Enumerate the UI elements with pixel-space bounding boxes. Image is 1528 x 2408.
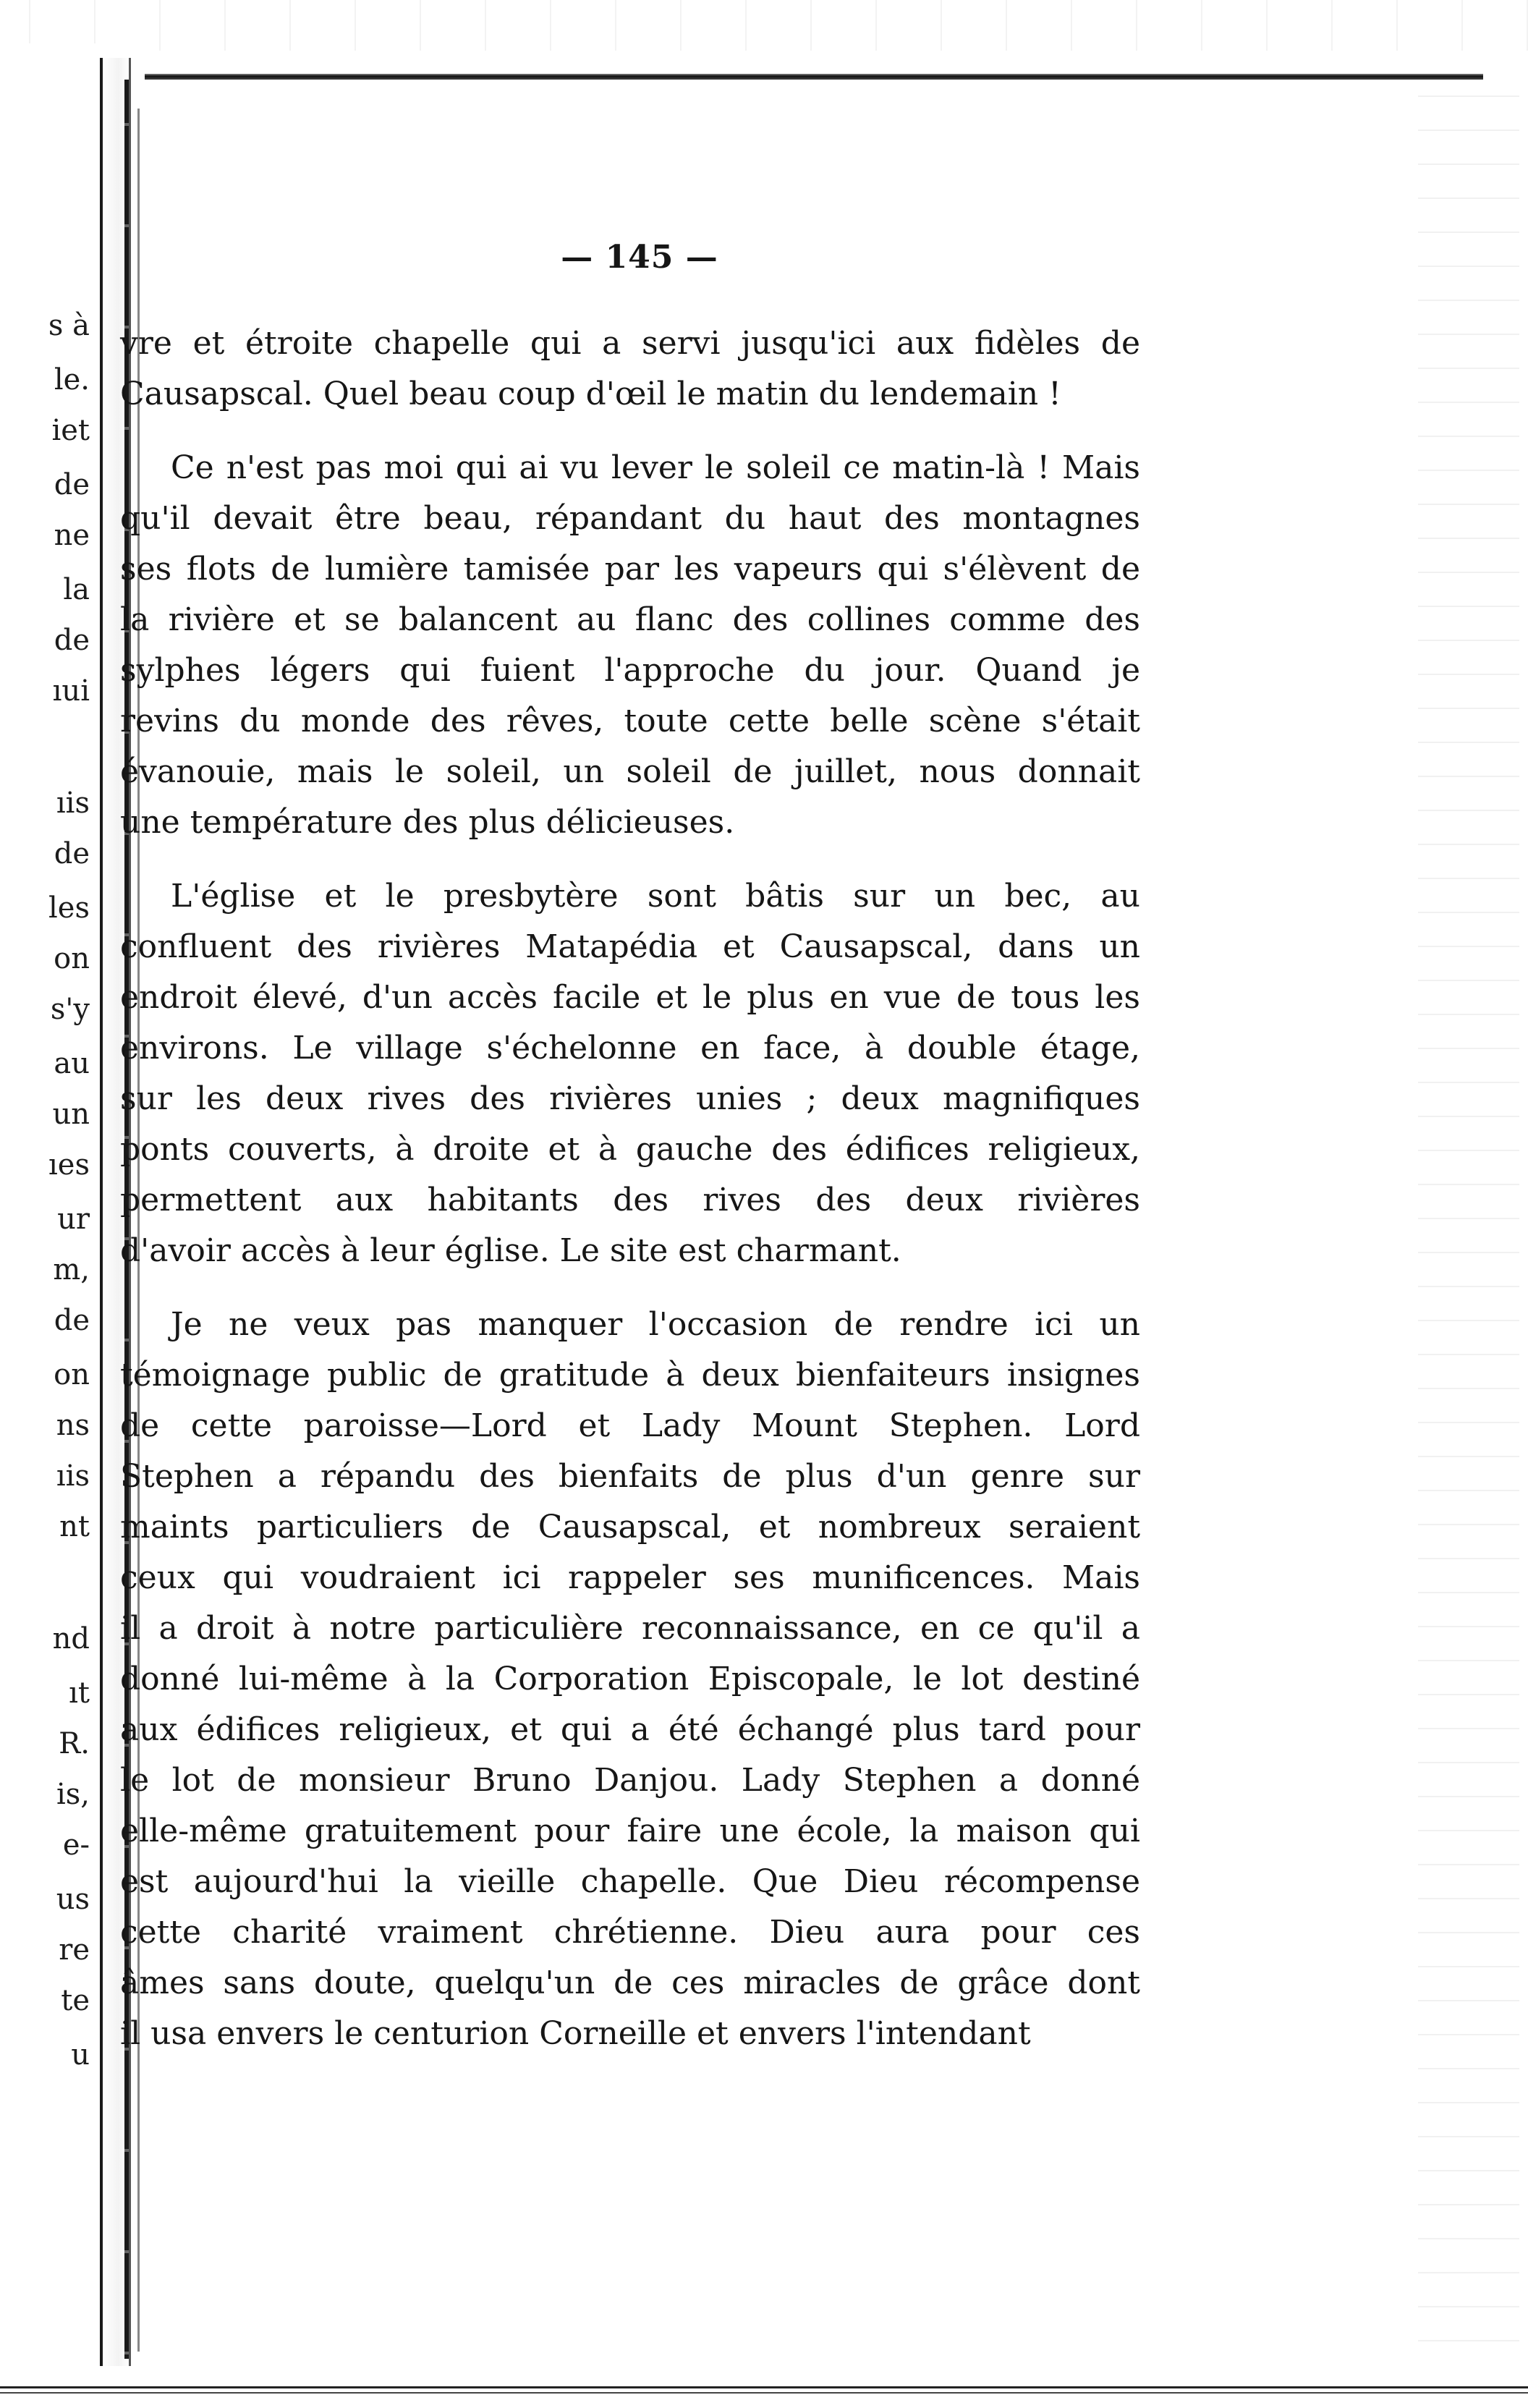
- text-line: qu'il devait être beau, répandant du haut des montagnes: [120, 500, 1140, 537]
- text-line: ceux qui voudraient ici rappeler ses munificences. Mais: [120, 1559, 1140, 1596]
- page-top-rule: [145, 74, 1483, 80]
- previous-page-fragment: nd: [52, 1622, 90, 1656]
- text-line: de cette paroisse—Lord et Lady Mount Stephen. Lord: [120, 1407, 1140, 1444]
- previous-page-fragment: un: [52, 1098, 90, 1131]
- previous-page-fragment: ıis: [56, 787, 90, 820]
- previous-page-fragment: te: [61, 1984, 90, 2017]
- previous-page-fragment: is,: [56, 1778, 90, 1811]
- text-line: ses flots de lumière tamisée par les vapeurs qui s'élèvent de: [120, 551, 1140, 588]
- text-line: Ce n'est pas moi qui ai vu lever le soleil ce matin-là ! Mais: [171, 449, 1140, 486]
- text-line: Je ne veux pas manquer l'occasion de rendre ici un: [171, 1306, 1140, 1343]
- paragraph-gap: [120, 1276, 1140, 1300]
- text-line: vre et étroite chapelle qui a servi jusqu'ici aux fidèles de: [120, 325, 1140, 362]
- text-line: il a droit à notre particulière reconnaissance, en ce qu'il a: [120, 1610, 1140, 1647]
- text-line: confluent des rivières Matapédia et Causapscal, dans un: [120, 928, 1140, 965]
- previous-page-fragment: m,: [53, 1253, 90, 1286]
- text-line: évanouie, mais le soleil, un soleil de juillet, nous donnait: [120, 753, 1140, 790]
- text-line: ponts couverts, à droite et à gauche des édifices religieux,: [120, 1131, 1140, 1168]
- text-line: âmes sans doute, quelqu'un de ces miracles de grâce dont: [120, 1964, 1140, 2001]
- text-line: le lot de monsieur Bruno Danjou. Lady Stephen a donné: [120, 1762, 1140, 1799]
- scan-top-edge: [0, 0, 1528, 51]
- previous-page-fragment: ns: [56, 1409, 90, 1442]
- paragraph: [120, 443, 1140, 848]
- page-number: — 145 —: [561, 239, 718, 276]
- previous-page-fragment: us: [56, 1883, 90, 1916]
- previous-page-fragment: R.: [59, 1727, 90, 1760]
- previous-page-fragment: le.: [54, 363, 90, 397]
- text-line: donné lui-même à la Corporation Episcopale, le lot destiné: [120, 1661, 1140, 1697]
- text-line: endroit élevé, d'un accès facile et le plus en vue de tous les: [120, 979, 1140, 1016]
- paragraph-gap: [120, 420, 1140, 443]
- text-line: Stephen a répandu des bienfaits de plus d'un genre sur: [120, 1458, 1140, 1495]
- previous-page-fragment: ıes: [48, 1148, 90, 1182]
- previous-page-fragment: ıui: [52, 674, 90, 708]
- previous-page-fragment: e-: [62, 1828, 90, 1862]
- text-line: une température des plus délicieuses.: [120, 804, 735, 841]
- text-line: revins du monde des rêves, toute cette belle scène s'était: [120, 703, 1140, 739]
- previous-page-strip: [0, 43, 100, 2366]
- text-line: d'avoir accès à leur église. Le site est charmant.: [120, 1232, 901, 1269]
- text-line: il usa envers le centurion Corneille et envers l'intendant: [120, 2015, 1031, 2052]
- paragraph: [120, 871, 1140, 1276]
- text-line: sylphes légers qui fuient l'approche du jour. Quand je: [120, 652, 1140, 689]
- text-line: environs. Le village s'échelonne en face, à double étage,: [120, 1030, 1140, 1067]
- previous-page-fragment: de: [54, 468, 90, 501]
- previous-page-fragment: nt: [59, 1510, 90, 1543]
- previous-page-fragment: s'y: [50, 993, 90, 1026]
- paragraph: [120, 318, 1140, 420]
- previous-page-fragment: ur: [57, 1203, 90, 1236]
- text-line: Causapscal. Quel beau coup d'œil le matin du lendemain !: [120, 376, 1061, 412]
- paragraph-gap: [120, 848, 1140, 871]
- text-line: est aujourd'hui la vieille chapelle. Que Dieu récompense: [120, 1863, 1140, 1900]
- text-line: maints particuliers de Causapscal, et nombreux seraient: [120, 1509, 1140, 1546]
- previous-page-fragment: s à: [48, 309, 90, 342]
- text-line: la rivière et se balancent au flanc des collines comme des: [120, 601, 1140, 638]
- previous-page-fragment: u: [71, 2038, 90, 2072]
- previous-page-fragment: on: [54, 1358, 90, 1391]
- previous-page-fragment: de: [54, 1304, 90, 1337]
- previous-page-fragment: ıt: [69, 1676, 90, 1710]
- text-line: permettent aux habitants des rives des deux rivières: [120, 1182, 1140, 1218]
- text-line: sur les deux rives des rivières unies ; deux magnifiques: [120, 1080, 1140, 1117]
- previous-page-fragment: au: [54, 1047, 90, 1080]
- scan-bottom-edge: [0, 2366, 1528, 2408]
- text-line: cette charité vraiment chrétienne. Dieu aura pour ces: [120, 1914, 1140, 1951]
- previous-page-fragment: la: [63, 573, 90, 606]
- text-line: L'église et le presbytère sont bâtis sur un bec, au: [171, 878, 1140, 915]
- previous-page-fragment: de: [54, 837, 90, 870]
- previous-page-fragment: re: [59, 1933, 90, 1967]
- previous-page-fragment: iet: [51, 414, 90, 447]
- previous-page-fragment: ne: [54, 519, 90, 552]
- page-body: [120, 318, 1140, 2059]
- paragraph: [120, 1300, 1140, 2059]
- scan-right-margin-noise: [1418, 80, 1519, 2366]
- previous-page-fragment: les: [48, 891, 90, 925]
- previous-page-fragment: on: [54, 942, 90, 975]
- text-line: témoignage public de gratitude à deux bienfaiteurs insignes: [120, 1357, 1140, 1394]
- text-line: elle-même gratuitement pour faire une école, la maison qui: [120, 1813, 1140, 1849]
- previous-page-fragment: de: [54, 624, 90, 657]
- text-line: aux édifices religieux, et qui a été échangé plus tard pour: [120, 1711, 1140, 1748]
- previous-page-fragment: ıis: [56, 1459, 90, 1493]
